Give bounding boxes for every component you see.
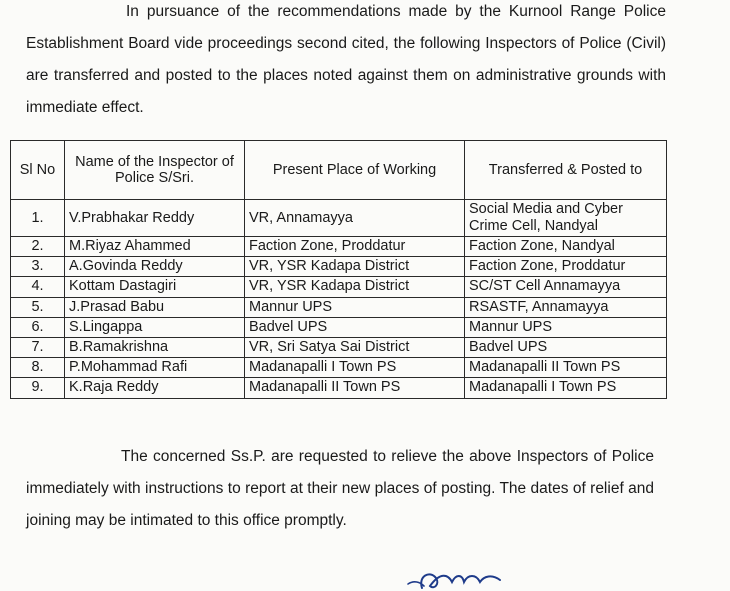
table-header-row bbox=[11, 141, 667, 200]
table-row bbox=[11, 337, 667, 357]
present-cell: Badvel UPS bbox=[245, 317, 465, 337]
name-cell: P.Mohammad Rafi bbox=[65, 358, 245, 378]
sl-cell: 3. bbox=[11, 257, 65, 277]
present-cell: VR, Annamayya bbox=[245, 200, 465, 237]
transferred-cell: Social Media and Cyber Crime Cell, Nandyal bbox=[465, 200, 667, 237]
present-cell: VR, YSR Kadapa District bbox=[245, 257, 465, 277]
header-present-place: Present Place of Working bbox=[245, 141, 465, 200]
closing-paragraph: The concerned Ss.P. are requested to relieve the above Inspectors of Police immediately with instructions to report at their new places of posting. The dates of relief and joining may be intimated to this office promptly. bbox=[26, 448, 654, 529]
header-inspector-name: Name of the Inspector of Police S/Sri. bbox=[65, 141, 245, 200]
table-row bbox=[11, 317, 667, 337]
sl-cell: 9. bbox=[11, 378, 65, 398]
transferred-cell: Madanapalli II Town PS bbox=[465, 358, 667, 378]
transferred-cell: Faction Zone, Nandyal bbox=[465, 237, 667, 257]
sl-cell: 4. bbox=[11, 277, 65, 297]
transferred-cell: Faction Zone, Proddatur bbox=[465, 257, 667, 277]
sl-cell: 2. bbox=[11, 237, 65, 257]
name-cell: B.Ramakrishna bbox=[65, 337, 245, 357]
table-row bbox=[11, 358, 667, 378]
present-cell: VR, Sri Satya Sai District bbox=[245, 337, 465, 357]
name-cell: S.Lingappa bbox=[65, 317, 245, 337]
sl-cell: 7. bbox=[11, 337, 65, 357]
present-cell: Madanapalli I Town PS bbox=[245, 358, 465, 378]
transferred-cell: Madanapalli I Town PS bbox=[465, 378, 667, 398]
sl-cell: 5. bbox=[11, 297, 65, 317]
transfer-table bbox=[10, 140, 667, 399]
name-cell: M.Riyaz Ahammed bbox=[65, 237, 245, 257]
table-row bbox=[11, 257, 667, 277]
present-cell: Mannur UPS bbox=[245, 297, 465, 317]
table-row bbox=[11, 277, 667, 297]
name-cell: K.Raja Reddy bbox=[65, 378, 245, 398]
present-cell: Madanapalli II Town PS bbox=[245, 378, 465, 398]
name-cell: J.Prasad Babu bbox=[65, 297, 245, 317]
present-cell: Faction Zone, Proddatur bbox=[245, 237, 465, 257]
table-row bbox=[11, 237, 667, 257]
table-row bbox=[11, 200, 667, 237]
name-cell: A.Govinda Reddy bbox=[65, 257, 245, 277]
header-sl-no: Sl No bbox=[11, 141, 65, 200]
transferred-cell: Badvel UPS bbox=[465, 337, 667, 357]
table-row bbox=[11, 297, 667, 317]
transferred-cell: Mannur UPS bbox=[465, 317, 667, 337]
transferred-cell: SC/ST Cell Annamayya bbox=[465, 277, 667, 297]
sl-cell: 8. bbox=[11, 358, 65, 378]
name-cell: Kottam Dastagiri bbox=[65, 277, 245, 297]
intro-paragraph: In pursuance of the recommendations made by the Kurnool Range Police Establishment Board vide proceedings second cited, the following Inspectors of Police (Civil) are transferred and posted to the places noted against them on administrative grounds with immediate effect. bbox=[26, 3, 666, 116]
handwritten-signature bbox=[400, 560, 530, 591]
header-transferred-to: Transferred & Posted to bbox=[465, 141, 667, 200]
table-row bbox=[11, 378, 667, 398]
transferred-cell: RSASTF, Annamayya bbox=[465, 297, 667, 317]
name-cell: V.Prabhakar Reddy bbox=[65, 200, 245, 237]
present-cell: VR, YSR Kadapa District bbox=[245, 277, 465, 297]
sl-cell: 1. bbox=[11, 200, 65, 237]
sl-cell: 6. bbox=[11, 317, 65, 337]
